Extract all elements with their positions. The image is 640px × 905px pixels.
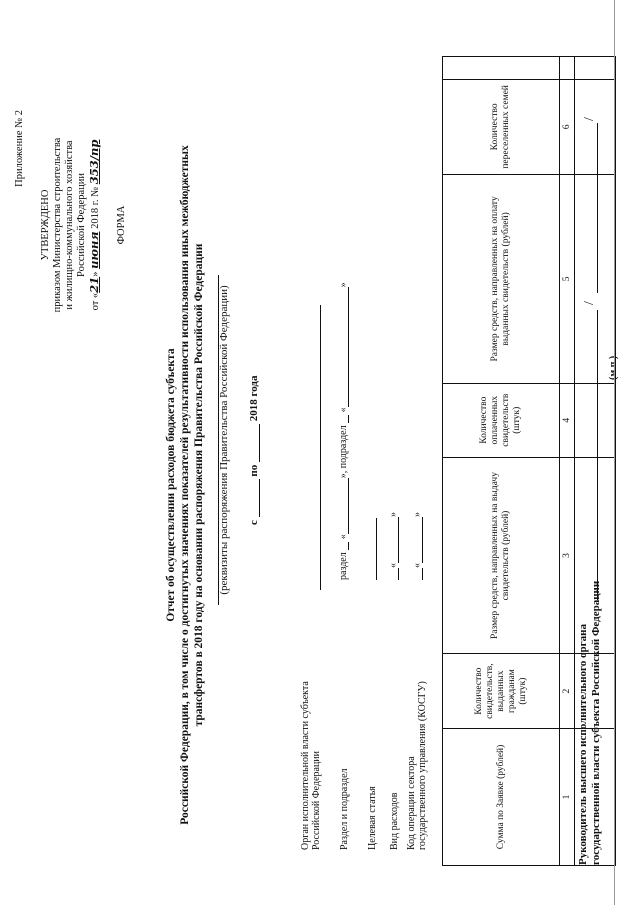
table-header-row — [443, 57, 560, 866]
requisites-caption: (реквизиты распоряжения Правительства Российской Федерации) — [218, 275, 230, 605]
column-number: 4 — [560, 383, 575, 457]
column-number-empty — [560, 57, 575, 80]
kosgu-label: Код операции сектора государственного управления (КОСГУ) — [406, 681, 428, 850]
appendix-label: Приложение № 2 — [14, 110, 25, 187]
expense-type-fill: «» — [388, 512, 399, 580]
header-cell-empty — [443, 57, 560, 80]
header-cell: Сумма по Заявке (рублей) — [443, 728, 560, 865]
column-number: 3 — [560, 457, 575, 654]
header-cell: Количество переселенных семей — [443, 79, 560, 174]
approval-block — [14, 80, 128, 370]
title-line-2: Российской Федерации, в том числе о достигнутых значениях показателей результативности использования иных межбюджетных — [179, 145, 191, 825]
target-article-label: Целевая статья — [367, 786, 378, 850]
handwritten-day: 21 — [87, 276, 101, 293]
stamp-placeholder: (м.п.) — [608, 355, 619, 380]
expense-type-label: Вид расходов — [389, 792, 400, 850]
form-label: ФОРМА — [116, 205, 127, 245]
title-line-3: трансфертов в 2018 году на основании распоряжения Правительства Российской Федерации — [193, 243, 205, 727]
kosgu-fill: «» — [412, 512, 423, 580]
signature-slash-1: / — [582, 301, 597, 305]
handwritten-order-number: 353/пр — [87, 139, 101, 185]
signature-caption — [577, 581, 603, 865]
scan-edge-line — [614, 0, 615, 905]
signature-line-1: Руководитель высшего исполнительного органа — [577, 624, 589, 865]
section-fill-line: раздел «», подраздел «» — [338, 282, 349, 580]
column-number: 5 — [560, 175, 575, 384]
table-number-row — [560, 57, 575, 866]
signature-name-blank — [597, 123, 598, 293]
period-to-blank — [249, 424, 260, 462]
signature-slash-2: / — [582, 117, 597, 121]
authority-blank — [320, 305, 321, 590]
period-from-blank — [249, 479, 260, 517]
header-cell: Количество оплаченных свидетельств (штук) — [443, 383, 560, 457]
signature-blank — [597, 310, 598, 600]
column-number: 1 — [560, 728, 575, 865]
header-cell: Количество свидетельств, выданных гражданам (штук) — [443, 654, 560, 729]
approval-line-2: и жилищно-коммунального хозяйства — [64, 140, 75, 310]
header-cell: Размер средств, направленных на выдачу свидетельств (рублей) — [443, 457, 560, 654]
target-article-blank — [376, 518, 377, 580]
report-title — [164, 105, 206, 865]
table-cell[interactable] — [575, 57, 616, 80]
title-line-1: Отчет об осуществлении расходов бюджета субъекта — [165, 348, 177, 622]
report-period: с по 2018 года — [248, 375, 260, 525]
approval-date-line: от «21» июня 2018 г. № 353/пр — [87, 139, 101, 311]
table-cell[interactable] — [575, 175, 616, 384]
approval-line-1: приказом Министерства строительства — [52, 137, 63, 313]
approval-line-3: Российской Федерации — [76, 173, 87, 277]
column-number: 6 — [560, 79, 575, 174]
handwritten-month: июня — [87, 231, 101, 269]
table-cell[interactable] — [575, 383, 616, 457]
approved-label: УТВЕРЖДЕНО — [40, 189, 51, 261]
section-label: Раздел и подраздел — [339, 768, 350, 850]
table-cell[interactable] — [575, 79, 616, 174]
column-number: 2 — [560, 654, 575, 729]
authority-label: Орган исполнительной власти субъекта Российской Федерации — [300, 681, 322, 850]
header-cell: Размер средств, направленных на оплату выданных свидетельств (рублей) — [443, 175, 560, 384]
signature-line-2: государственной власти субъекта Российской Федерации — [590, 580, 602, 865]
